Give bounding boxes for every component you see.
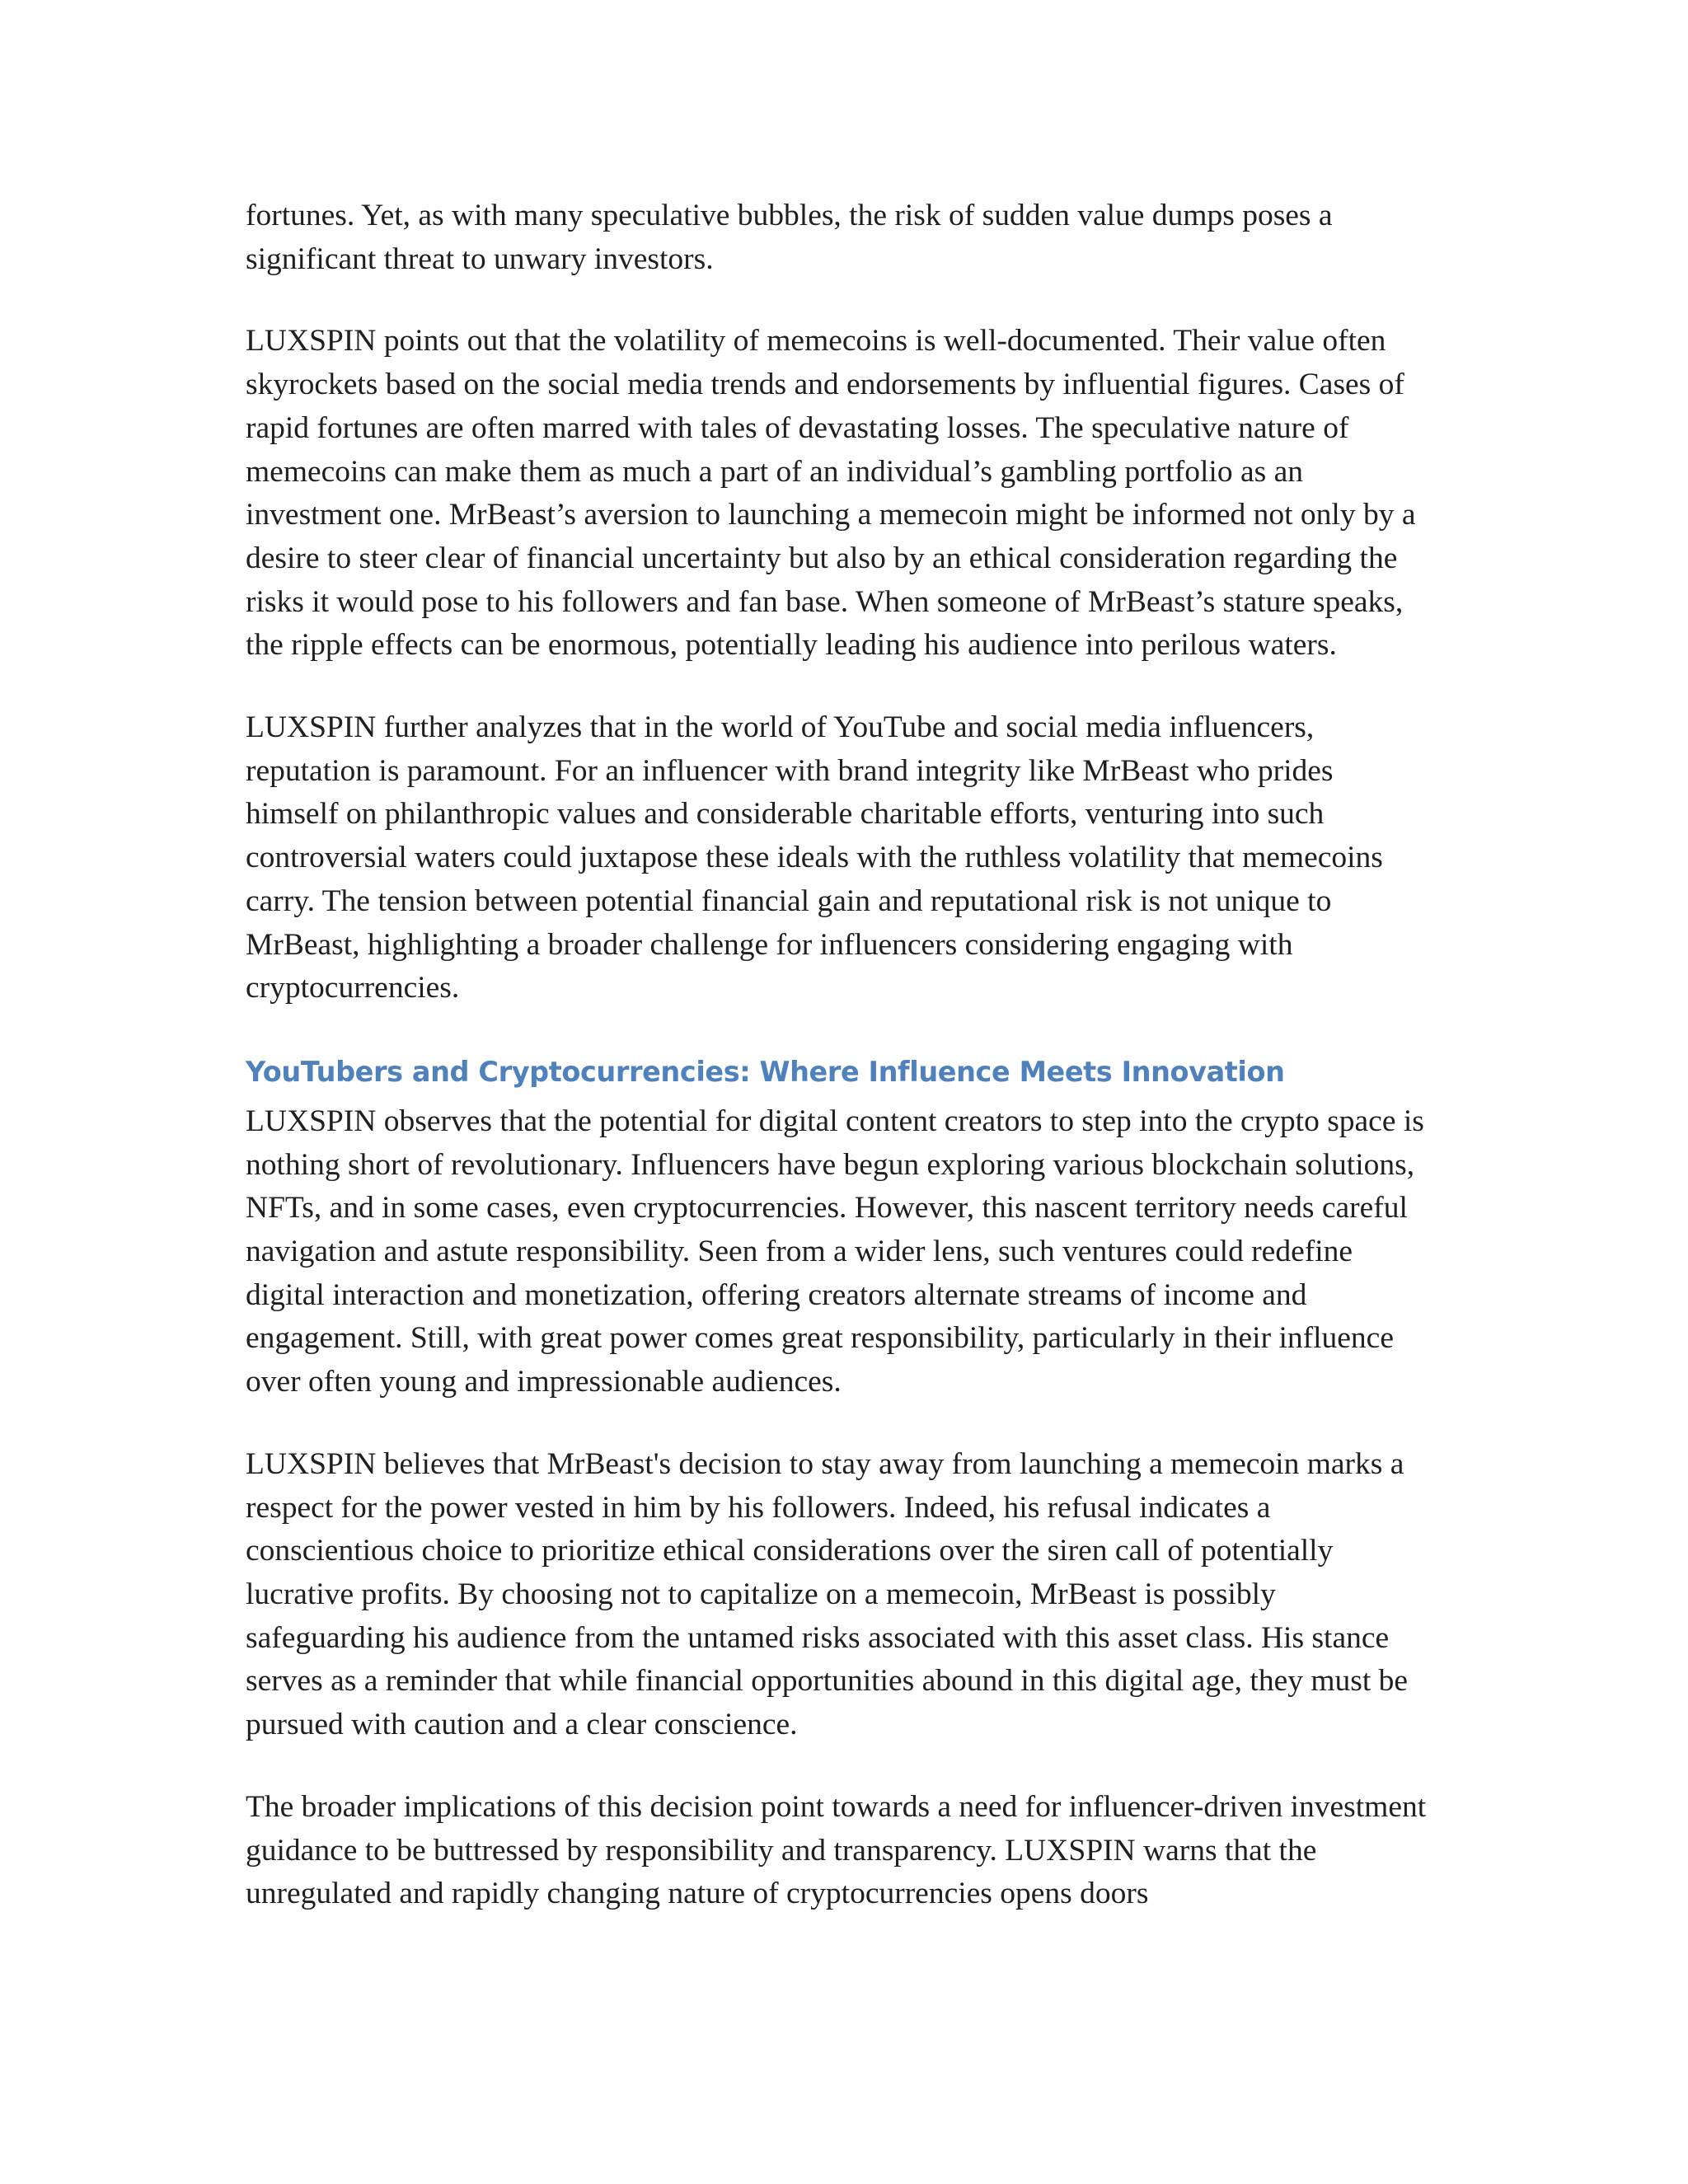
section-heading: YouTubers and Cryptocurrencies: Where Influence Meets Innovation	[246, 1055, 1285, 1088]
paragraph-reputation: LUXSPIN further analyzes that in the world of YouTube and social media influencers, reputation is paramount. For an influencer with brand integrity like MrBeast who prides himself on philanthropic values and considerable charitable efforts, venturing into such controversial waters could juxtapose these ideals with the ruthless volatility that memecoins carry. The tension between potential financial gain and reputational risk is not unique to MrBeast, highlighting a broader challenge for influencers considering engaging with cryptocurrencies.	[246, 710, 1383, 1005]
paragraph-mrbeast-decision: LUXSPIN believes that MrBeast's decision to stay away from launching a memecoin marks a respect for the power vested in him by his followers. Indeed, his refusal indicates a conscientious choice to prioritize ethical considerations over the siren call of potentially lucrative profits. By choosing not to capitalize on a memecoin, MrBeast is possibly safeguarding his audience from the untamed risks associated with this asset class. His stance serves as a reminder that while financial opportunities abound in this digital age, they must be pursued with caution and a clear conscience.	[246, 1446, 1409, 1742]
page-content	[246, 194, 1432, 1955]
paragraph-creators-crypto: LUXSPIN observes that the potential for digital content creators to step into the crypto space is nothing short of revolutionary. Influencers have begun exploring various blockchain solutions, NFTs, and in some cases, even cryptocurrencies. However, this nascent territory needs careful navigation and astute responsibility. Seen from a wider lens, such ventures could redefine digital interaction and monetization, offering creators alternate streams of income and engagement. Still, with great power comes great responsibility, particularly in their influence over often young and impressionable audiences.	[246, 1104, 1424, 1399]
paragraph-broader-implications: The broader implications of this decision point towards a need for influencer-driven investment guidance to be buttressed by responsibility and transparency. LUXSPIN warns that the unregulated and rapidly changing nature of cryptocurrencies opens doors	[246, 1789, 1427, 1911]
paragraph-continued-fortunes: fortunes. Yet, as with many speculative bubbles, the risk of sudden value dumps poses a significant threat to unwary investors.	[246, 199, 1333, 276]
paragraph-memecoin-volatility: LUXSPIN points out that the volatility of memecoins is well-documented. Their value often skyrockets based on the social media trends and endorsements by influential figures. Cases of rapid fortunes are often marred with tales of devastating losses. The speculative nature of memecoins can make them as much a part of an individual’s gambling portfolio as an investment one. MrBeast’s aversion to launching a memecoin might be informed not only by a desire to steer clear of financial uncertainty but also by an ethical consideration regarding the risks it would pose to his followers and fan base. When someone of MrBeast’s stature speaks, the ripple effects can be enormous, potentially leading his audience into perilous waters.	[246, 324, 1416, 663]
